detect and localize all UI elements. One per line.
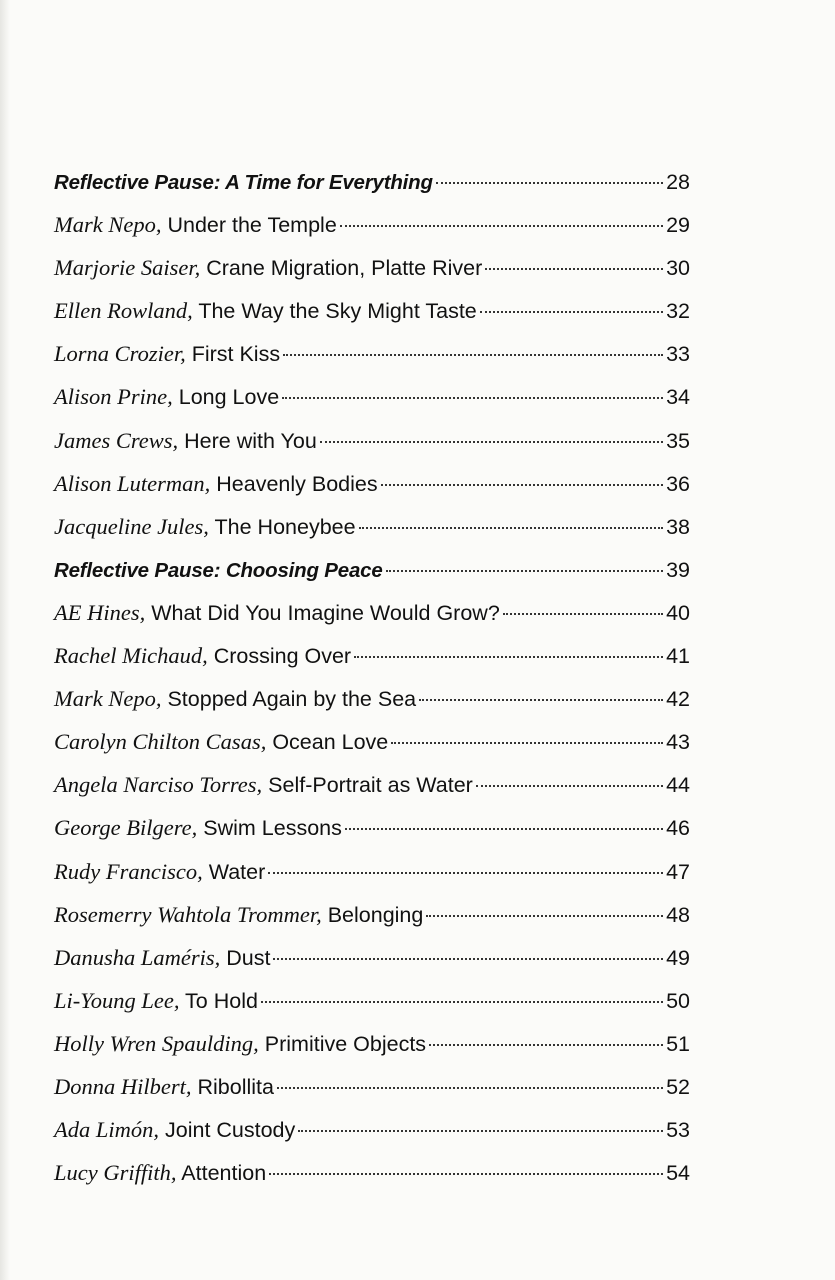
toc-entry [54,293,690,336]
page-number: 29 [666,213,690,238]
page-number: 53 [666,1118,690,1143]
poem-title: Dust [226,945,271,970]
toc-entry [54,336,690,379]
page-number: 51 [666,1031,690,1056]
author-name: Jacqueline Jules, [54,513,209,539]
author-name: Lorna Crozier, [54,341,186,367]
toc-entry [54,897,690,940]
dot-leader [476,785,663,787]
author-name: Marjorie Saiser, [54,255,201,281]
dot-leader [320,441,663,443]
toc-entry [54,724,690,767]
toc-entry [54,940,690,983]
toc-entry [54,1155,690,1198]
dot-leader [386,570,664,572]
page-number: 54 [666,1161,690,1186]
poem-title: The Honeybee [214,514,356,539]
dot-leader [426,915,663,917]
author-name: George Bilgere, [54,815,198,841]
page-number: 38 [666,514,690,539]
page-number: 52 [666,1074,690,1099]
page-number: 34 [666,385,690,410]
poem-title: Under the Temple [167,213,337,238]
author-name: Rosemerry Wahtola Trommer, [54,901,322,927]
dot-leader [340,225,663,227]
poem-title: Self-Portrait as Water [268,773,473,798]
dot-leader [354,656,663,658]
dot-leader [345,828,663,830]
author-name: Li-Young Lee, [54,987,180,1013]
author-name: Rachel Michaud, [54,643,208,669]
section-pause-title: Reflective Pause: Choosing Peace [54,558,383,582]
toc-entry [54,164,690,207]
author-name: Ellen Rowland, [54,298,193,324]
toc-entry [54,1112,690,1155]
poem-title: To Hold [185,988,258,1013]
dot-leader [298,1130,663,1132]
page-number: 43 [666,730,690,755]
author-name: AE Hines, [54,599,146,625]
page-number: 30 [666,256,690,281]
dot-leader [269,1173,663,1175]
dot-leader [419,699,663,701]
toc-entry [54,207,690,250]
dot-leader [381,484,663,486]
author-name: Angela Narciso Torres, [54,772,263,798]
poem-title: Water [208,859,266,884]
page-number: 44 [666,773,690,798]
toc-entry [54,595,690,638]
toc-entry [54,250,690,293]
page-spine-shadow [0,0,10,1280]
dot-leader [261,1001,663,1003]
author-name: Lucy Griffith, [54,1160,177,1186]
poem-title: Belonging [327,902,424,927]
author-name: Mark Nepo, [54,212,162,238]
section-pause-title: Reflective Pause: A Time for Everything [54,171,433,194]
author-name: Carolyn Chilton Casas, [54,729,267,755]
toc-entry [54,638,690,681]
poem-title: Attention [181,1161,267,1186]
toc-entry [54,423,690,466]
poem-title: Ocean Love [272,730,389,755]
poem-title: Swim Lessons [203,816,342,841]
page-number: 47 [666,859,690,884]
author-name: Danusha Laméris, [54,944,221,970]
toc-entry [54,854,690,897]
dot-leader [359,527,664,529]
dot-leader [436,182,663,184]
toc-entry [54,983,690,1026]
page-number: 28 [666,170,690,194]
poem-title: Here with You [184,428,317,453]
table-of-contents [54,164,690,1198]
poem-title: What Did You Imagine Would Grow? [151,600,500,625]
page-number: 40 [666,600,690,625]
author-name: Ada Limón, [54,1117,160,1143]
dot-leader [268,872,663,874]
dot-leader [503,613,663,615]
dot-leader [282,397,663,399]
page-number: 50 [666,988,690,1013]
toc-entry [54,1026,690,1069]
toc-entry [54,466,690,509]
page-number: 48 [666,902,690,927]
dot-leader [277,1087,663,1089]
page-number: 32 [666,299,690,324]
toc-entry [54,379,690,422]
poem-title: Stopped Again by the Sea [167,687,417,712]
page-number: 49 [666,945,690,970]
toc-entry [54,509,690,552]
poem-title: Crossing Over [213,644,352,669]
author-name: Alison Luterman, [54,470,211,496]
page-number: 46 [666,816,690,841]
poem-title: Joint Custody [165,1118,296,1143]
page-number: 33 [666,342,690,367]
dot-leader [480,311,663,313]
page-number: 35 [666,428,690,453]
page-number: 36 [666,471,690,496]
toc-entry [54,681,690,724]
poem-title: Primitive Objects [264,1031,427,1056]
author-name: James Crews, [54,427,179,453]
author-name: Alison Prine, [54,384,173,410]
author-name: Holly Wren Spaulding, [54,1030,259,1056]
toc-entry [54,1069,690,1112]
toc-entry [54,552,690,595]
poem-title: Ribollita [197,1074,274,1099]
dot-leader [429,1044,663,1046]
poem-title: Long Love [178,385,280,410]
poem-title: Crane Migration, Platte River [206,256,483,281]
author-name: Donna Hilbert, [54,1073,192,1099]
dot-leader [273,958,663,960]
dot-leader [391,742,663,744]
poem-title: The Way the Sky Might Taste [198,299,477,324]
author-name: Rudy Francisco, [54,858,203,884]
page-number: 41 [666,644,690,669]
poem-title: First Kiss [191,342,281,367]
toc-entry [54,767,690,810]
page-number: 42 [666,687,690,712]
poem-title: Heavenly Bodies [216,471,378,496]
dot-leader [485,268,663,270]
dot-leader [283,354,663,356]
page-number: 39 [666,557,690,582]
author-name: Mark Nepo, [54,686,162,712]
toc-entry [54,810,690,853]
